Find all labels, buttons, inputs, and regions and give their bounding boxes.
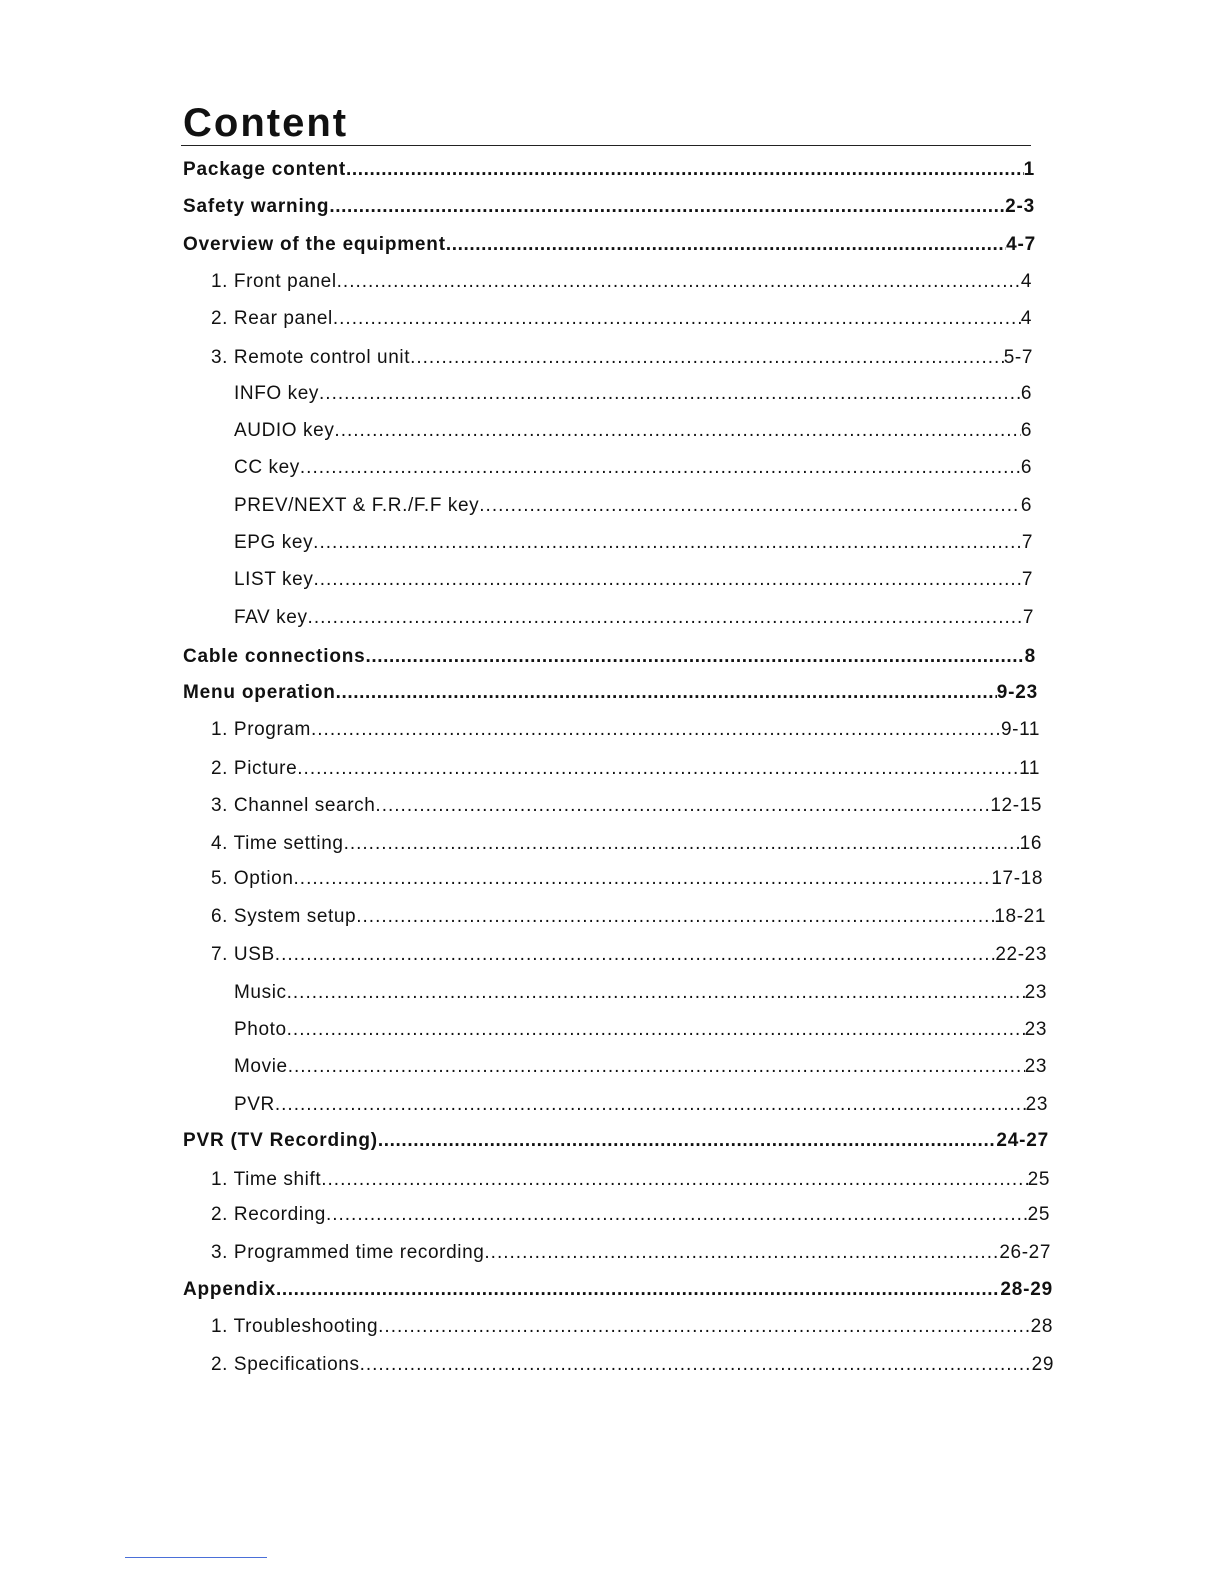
toc-entry-page: 23 (1025, 1094, 1048, 1115)
toc-entry[interactable] (234, 605, 1034, 631)
toc-entry-label: CC key (234, 457, 300, 478)
toc-entry-page: 17-18 (991, 868, 1043, 889)
toc-entry-label: 3. Channel search (211, 795, 376, 816)
dot-leader (287, 980, 1025, 1006)
toc-entry[interactable] (211, 1352, 1054, 1378)
toc-entry[interactable] (211, 756, 1040, 782)
toc-entry-label: 2. Rear panel (211, 308, 333, 329)
dot-leader (321, 1167, 1027, 1193)
toc-entry-label: Photo (234, 1019, 287, 1040)
toc-entry-label: PREV/NEXT & F.R./F.F key (234, 495, 480, 516)
toc-entry-label: 4. Time setting (211, 833, 344, 854)
dot-leader (308, 605, 1023, 631)
toc-entry-page: 23 (1024, 982, 1047, 1003)
toc-entry[interactable] (211, 942, 1047, 968)
toc-entry-label: 7. USB (211, 944, 275, 965)
dot-leader (356, 904, 994, 930)
dot-leader (329, 194, 1005, 220)
toc-entry-label: 1. Front panel (211, 271, 337, 292)
toc-entry[interactable] (211, 866, 1043, 892)
toc-entry-label: Menu operation (183, 682, 336, 703)
toc-entry[interactable] (211, 717, 1040, 743)
toc-entry-label: 1. Time shift (211, 1169, 322, 1190)
toc-entry-label: 1. Program (211, 719, 311, 740)
dot-leader (275, 942, 996, 968)
toc-entry-page: 16 (1019, 833, 1042, 854)
toc-entry-page: 7 (1021, 569, 1033, 590)
toc-entry-page: 11 (1019, 758, 1040, 779)
toc-entry-label: Music (234, 982, 287, 1003)
toc-entry-page: 25 (1027, 1169, 1050, 1190)
toc-entry[interactable] (211, 1202, 1050, 1228)
toc-entry-label: 2. Picture (211, 758, 298, 779)
dot-leader (366, 644, 1025, 670)
toc-entry[interactable] (234, 381, 1032, 407)
dot-leader (313, 567, 1021, 593)
toc-entry-page: 8 (1024, 646, 1036, 667)
toc-entry-label: 3. Remote control unit (211, 347, 411, 368)
dot-leader (484, 1240, 999, 1266)
toc-entry[interactable] (211, 831, 1042, 857)
toc-entry[interactable] (183, 680, 1038, 706)
toc-entry-page: 24-27 (996, 1130, 1049, 1151)
dot-leader (319, 381, 1021, 407)
dot-leader (297, 756, 1019, 782)
toc-entry-page: 6 (1020, 383, 1032, 404)
toc-entry-page: 18-21 (994, 906, 1046, 927)
dot-leader (344, 831, 1020, 857)
toc-entry-page: 26-27 (999, 1242, 1051, 1263)
toc-entry-page: 6 (1020, 457, 1032, 478)
toc-entry[interactable] (234, 980, 1047, 1006)
toc-entry-label: LIST key (234, 569, 314, 590)
toc-entry-label: Cable connections (183, 646, 366, 667)
page-title: Content (183, 101, 349, 145)
toc-entry-label: Safety warning (183, 196, 330, 217)
dot-leader (337, 269, 1021, 295)
toc-entry-page: 4 (1020, 308, 1032, 329)
toc-entry[interactable] (211, 306, 1032, 332)
toc-entry[interactable] (211, 793, 1042, 819)
toc-entry[interactable] (211, 904, 1046, 930)
toc-entry[interactable] (234, 1017, 1047, 1043)
toc-entry-page: 5-7 (1003, 347, 1033, 368)
dot-leader (360, 1352, 1032, 1378)
toc-entry[interactable] (183, 644, 1036, 670)
toc-entry-label: 2. Specifications (211, 1354, 360, 1375)
toc-entry-page: 23 (1024, 1056, 1047, 1077)
toc-entry[interactable] (183, 1277, 1053, 1303)
toc-entry-page: 29 (1031, 1354, 1054, 1375)
dot-leader (479, 493, 1021, 519)
toc-entry-label: Overview of the equipment (183, 234, 446, 255)
dot-leader (336, 680, 997, 706)
dot-leader (294, 866, 992, 892)
toc-entry[interactable] (183, 1128, 1049, 1154)
dot-leader (446, 232, 1006, 258)
toc-entry-page: 4 (1020, 271, 1032, 292)
toc-entry[interactable] (234, 1054, 1047, 1080)
toc-entry-label: 6. System setup (211, 906, 357, 927)
toc-entry-label: Movie (234, 1056, 288, 1077)
dot-leader (378, 1128, 996, 1154)
dot-leader (276, 1277, 1000, 1303)
dot-leader (313, 530, 1022, 556)
toc-entry-label: Appendix (183, 1279, 276, 1300)
toc-entry[interactable] (183, 232, 1036, 258)
dot-leader (300, 455, 1021, 481)
toc-entry-page: 7 (1022, 607, 1034, 628)
dot-leader (333, 306, 1021, 332)
dot-leader (311, 717, 1001, 743)
toc-entry-label: 1. Troubleshooting (211, 1316, 379, 1337)
toc-entry-page: 22-23 (995, 944, 1047, 965)
dot-leader (378, 1314, 1031, 1340)
toc-entry[interactable] (211, 1240, 1051, 1266)
toc-entry-page: 2-3 (1005, 196, 1035, 217)
dot-leader (375, 793, 990, 819)
dot-leader (334, 418, 1020, 444)
toc-entry-label: AUDIO key (234, 420, 335, 441)
toc-entry[interactable] (183, 157, 1035, 183)
toc-entry[interactable] (211, 269, 1032, 295)
toc-entry-label: PVR (234, 1094, 275, 1115)
toc-entry-label: Package content (183, 159, 346, 180)
toc-entry-label: PVR (TV Recording) (183, 1130, 378, 1151)
dot-leader (287, 1017, 1025, 1043)
toc-entry-page: 6 (1020, 495, 1032, 516)
toc-entry[interactable] (234, 455, 1032, 481)
toc-entry-page: 4-7 (1006, 234, 1036, 255)
toc-entry-label: INFO key (234, 383, 320, 404)
toc-entry-page: 12-15 (990, 795, 1042, 816)
toc-entry[interactable] (211, 1314, 1053, 1340)
dot-leader (410, 345, 1004, 371)
toc-entry-page: 28-29 (1000, 1279, 1053, 1300)
toc-entry[interactable] (234, 530, 1033, 556)
dot-leader (326, 1202, 1028, 1228)
toc-entry[interactable] (211, 1167, 1050, 1193)
dot-leader (288, 1054, 1025, 1080)
toc-entry[interactable] (183, 194, 1035, 220)
toc-entry-page: 9-11 (1000, 719, 1040, 740)
toc-entry[interactable] (234, 1092, 1048, 1118)
toc-entry-label: EPG key (234, 532, 314, 553)
toc-entry-label: FAV key (234, 607, 308, 628)
dot-leader (275, 1092, 1026, 1118)
toc-entry-page: 6 (1020, 420, 1032, 441)
toc-entry[interactable] (211, 345, 1033, 371)
toc-entry-label: 3. Programmed time recording (211, 1242, 485, 1263)
toc-entry-page: 23 (1024, 1019, 1047, 1040)
toc-entry[interactable] (234, 493, 1032, 519)
toc-entry-page: 28 (1030, 1316, 1053, 1337)
toc-entry-page: 7 (1021, 532, 1033, 553)
toc-entry-page: 1 (1023, 159, 1035, 180)
footer-rule (125, 1557, 267, 1558)
toc-entry[interactable] (234, 567, 1033, 593)
toc-entry[interactable] (234, 418, 1032, 444)
dot-leader (346, 157, 1024, 183)
toc-entry-page: 9-23 (996, 682, 1038, 703)
toc-entry-label: 5. Option (211, 868, 294, 889)
toc-entry-page: 25 (1027, 1204, 1050, 1225)
toc-entry-label: 2. Recording (211, 1204, 326, 1225)
